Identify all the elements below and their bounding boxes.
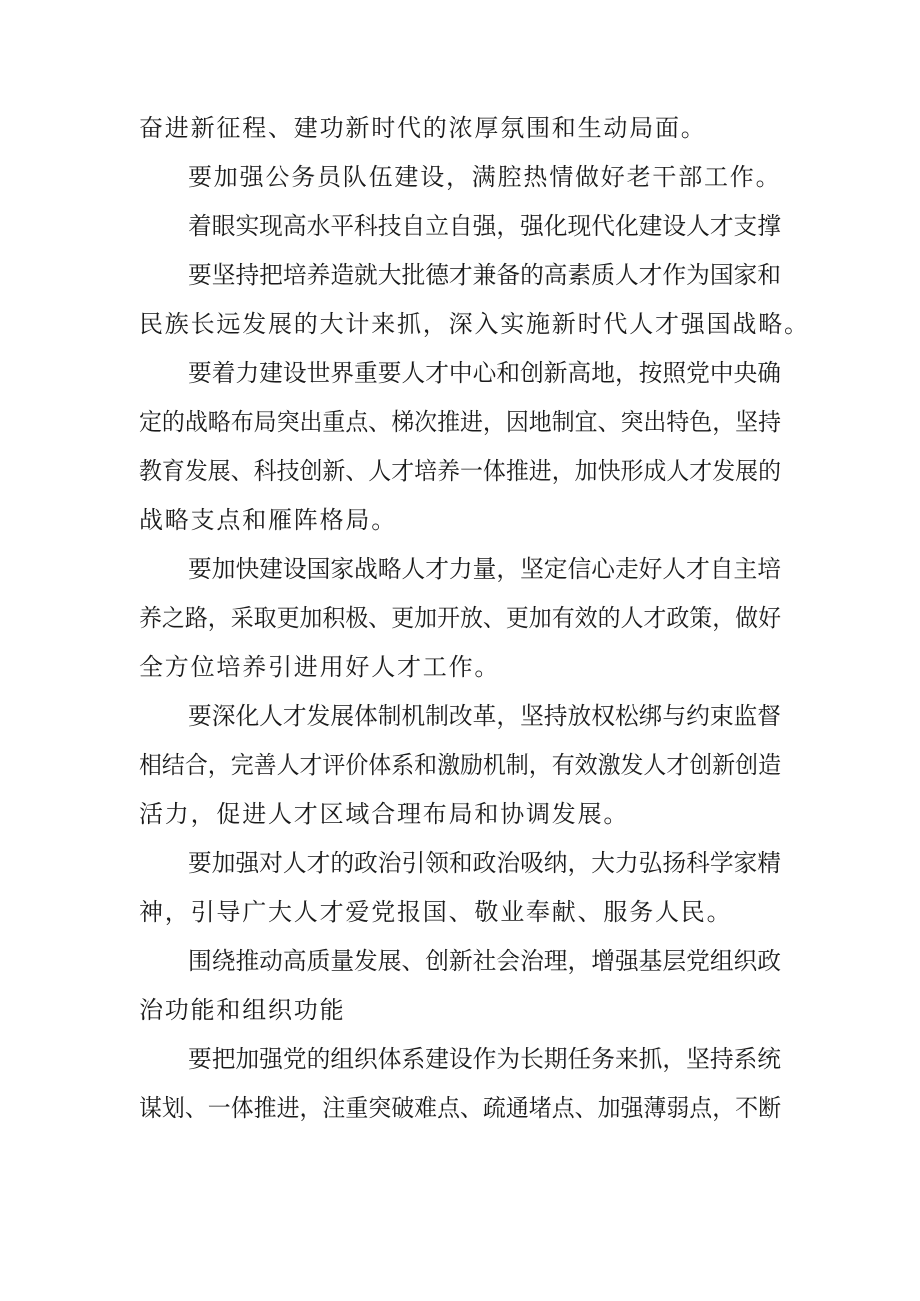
text-line: 围绕推动高质量发展、创新社会治理，增强基层党组织政 [188, 947, 781, 975]
text-line: 全方位培养引进用好人才工作。 [139, 653, 501, 681]
text-line: 神，引导广大人才爱党报国、敬业奉献、服务人民。 [139, 898, 733, 926]
text-line: 养之路，采取更加积极、更加开放、更加有效的人才政策，做好 [139, 604, 781, 632]
text-line: 治功能和组织功能 [139, 996, 346, 1024]
text-line: 谋划、一体推进，注重突破难点、疏通堵点、加强薄弱点，不断 [139, 1094, 781, 1122]
text-line: 定的战略布局突出重点、梯次推进，因地制宜、突出特色，坚持 [139, 408, 781, 436]
text-line: 要加强公务员队伍建设，满腔热情做好老干部工作。 [188, 163, 782, 191]
text-line: 要坚持把培养造就大批德才兼备的高素质人才作为国家和 [188, 261, 781, 289]
text-line: 要把加强党的组织体系建设作为长期任务来抓，坚持系统 [188, 1045, 781, 1073]
text-line: 要加强对人才的政治引领和政治吸纳，大力弘扬科学家精 [188, 849, 781, 877]
text-line: 教育发展、科技创新、人才培养一体推进，加快形成人才发展的 [139, 457, 781, 485]
document-body [139, 104, 810, 1133]
text-line: 相结合，完善人才评价体系和激励机制，有效激发人才创新创造 [139, 751, 781, 779]
text-line: 战略支点和雁阵格局。 [139, 506, 397, 534]
text-line: 民族长远发展的大计来抓，深入实施新时代人才强国战略。 [139, 310, 810, 338]
text-line: 奋进新征程、建功新时代的浓厚氛围和生动局面。 [139, 114, 707, 142]
text-line: 要加快建设国家战略人才力量，坚定信心走好人才自主培 [188, 555, 781, 583]
text-line: 要深化人才发展体制机制改革，坚持放权松绑与约束监督 [188, 702, 781, 730]
text-line: 活力，促进人才区域合理布局和协调发展。 [139, 800, 630, 828]
text-line: 着眼实现高水平科技自立自强，强化现代化建设人才支撑 [188, 212, 781, 240]
text-line: 要着力建设世界重要人才中心和创新高地，按照党中央确 [188, 359, 781, 387]
